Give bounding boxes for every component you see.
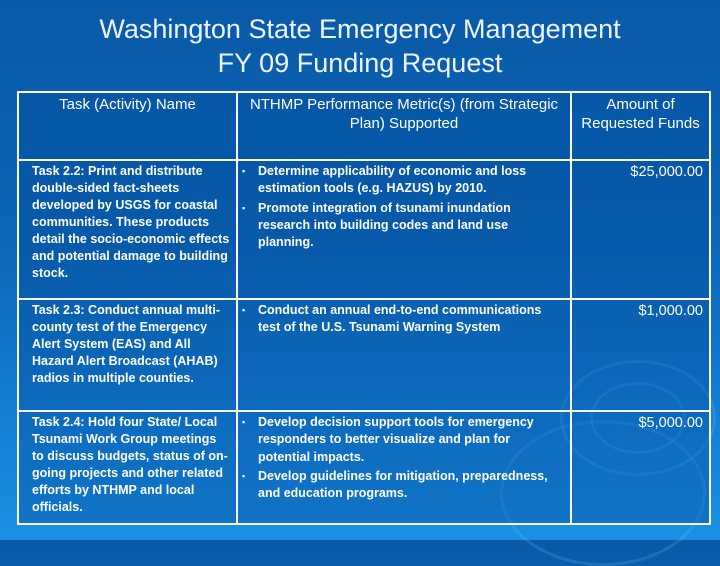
task-cell: Task 2.3: Conduct annual multi-county test of the Emergency Alert System (EAS) and All Hazard Alert Broadcast (AHAB) radios in multiple counties. [18, 299, 237, 411]
header-metrics: NTHMP Performance Metric(s) (from Strategic Plan) Supported [237, 92, 571, 160]
metric-item: ▪ Develop decision support tools for emergency responders to better visualize and plan for potential impacts. [258, 414, 564, 466]
task-cell: Task 2.4: Hold four State/ Local Tsunami Work Group meetings to discuss budgets, status of on-going projects and other related efforts by NTHMP and local officials. [18, 411, 237, 524]
header-task: Task (Activity) Name [18, 92, 237, 160]
funding-table [17, 91, 711, 525]
slide-title [0, 12, 720, 80]
table-row [18, 299, 710, 411]
amount-cell: $25,000.00 [571, 160, 710, 299]
amount-cell: $5,000.00 [571, 411, 710, 524]
task-cell: Task 2.2: Print and distribute double-sided fact-sheets developed by USGS for coastal communities. These products detail the socio-economic effects and potential damage to building stock. [18, 160, 237, 299]
header-row [18, 92, 710, 160]
metrics-cell [237, 299, 571, 411]
header-amount: Amount of Requested Funds [571, 92, 710, 160]
metric-item: ▪ Develop guidelines for mitigation, preparedness, and education programs. [258, 468, 564, 503]
table-row [18, 411, 710, 524]
table-row [18, 160, 710, 299]
metrics-cell [237, 411, 571, 524]
metrics-cell [237, 160, 571, 299]
title-line-2: FY 09 Funding Request [217, 48, 503, 78]
metric-item: ▪ Conduct an annual end-to-end communications test of the U.S. Tsunami Warning System [258, 302, 564, 337]
amount-cell: $1,000.00 [571, 299, 710, 411]
title-line-1: Washington State Emergency Management [99, 14, 621, 44]
metric-item: ▪ Determine applicability of economic and loss estimation tools (e.g. HAZUS) by 2010. [258, 163, 564, 198]
metric-item: ▪ Promote integration of tsunami inundation research into building codes and land use planning. [258, 200, 564, 252]
